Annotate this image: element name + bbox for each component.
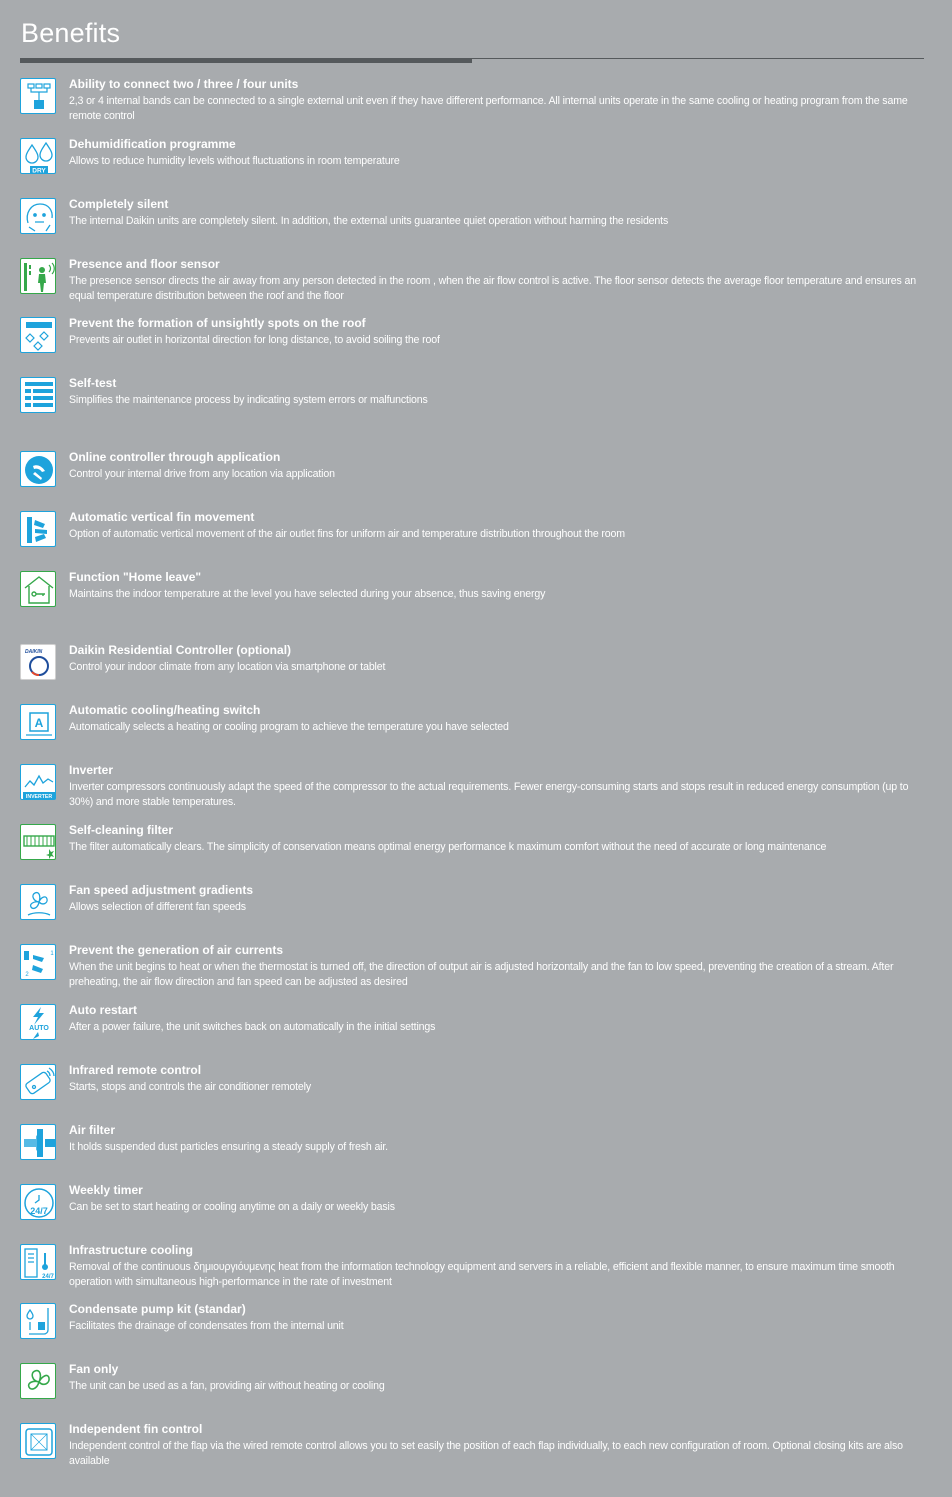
benefit-description: Control your internal drive from any location via application [69,468,335,480]
page-title: Benefits [21,18,121,48]
benefit-title: Fan only [69,1362,119,1376]
benefit-title: Completely silent [69,197,169,211]
benefit-description: The filter automatically clears. The simplicity of conservation means optimal energy performance k maximum comfort without the need of accurate or long maintenance [69,841,827,853]
benefit-title: Fan speed adjustment gradients [69,883,254,897]
benefit-description: The internal Daikin units are completely silent. In addition, the external units guarantee quiet operation without harming the residents [69,215,669,227]
benefit-description: Allows to reduce humidity levels without fluctuations in room temperature [69,155,400,167]
online-controller-icon [20,451,56,487]
auto-restart-icon [20,1004,56,1040]
fan-only-icon [20,1363,56,1399]
step-one-label: 1 [50,951,54,957]
dry-drops-icon [20,138,56,174]
benefit-description: Can be set to start heating or cooling anytime on a daily or weekly basis [69,1201,395,1213]
benefit-description: Allows selection of different fan speeds [69,901,246,913]
auto-switch-icon [20,704,56,740]
benefit-description: Automatically selects a heating or cooling program to achieve the temperature you have selected [69,721,509,733]
benefit-description: Prevents air outlet in horizontal direction for long distance, to avoid soiling the roof [69,334,440,346]
benefit-title: Prevent the generation of air currents [69,943,284,957]
benefit-title: Weekly timer [69,1183,143,1197]
home-leave-icon [20,571,56,607]
benefit-description: When the unit begins to heat or when the thermostat is turned off, the direction of output air is adjusted horizontally and the fan to low speed, preventing the creation of a stream. After preheating, the air flow direction and fan speed can be adjusted as desired [69,961,894,988]
ceiling-spot-icon [20,317,56,353]
fan-speed-icon [20,884,56,920]
benefit-title: Daikin Residential Controller (optional) [69,643,292,657]
independent-fin-icon [20,1423,56,1459]
benefit-title: Infrastructure cooling [69,1243,194,1257]
benefit-title: Air filter [69,1123,116,1137]
benefit-title: Ability to connect two / three / four units [69,77,299,91]
benefit-description: Removal of the continuous δημιουργιόυμενης heat from the information technology equipment and servers in a reliable, efficient and flexible manner, to ensure maximum time smooth operation with simultaneous high-performance in the rate of investment [69,1261,895,1288]
benefit-description: Maintains the indoor temperature at the level you have selected during your absence, thus saving energy [69,588,546,600]
benefit-title: Self-cleaning filter [69,823,174,837]
condensate-pump-icon [20,1303,56,1339]
benefit-title: Online controller through application [69,450,281,464]
air-filter-icon [20,1124,56,1160]
benefit-description: Starts, stops and controls the air conditioner remotely [69,1081,312,1093]
air-current-icon [20,944,56,980]
benefit-description: Option of automatic vertical movement of the air outlet fins for uniform air and temperature distribution throughout the room [69,528,625,540]
infrastructure-cooling-icon [20,1244,56,1280]
multi-unit-icon [20,78,56,114]
dry-label: DRY [32,167,46,175]
benefit-description: The presence sensor directs the air away from any person detected in the room , when the air flow control is active. The floor sensor detects the average floor temperature and ensures an equal temperature distribution between the roof and the floor [69,275,916,302]
benefit-description: Inverter compressors continuously adapt the speed of the compressor to the actual requirements. Fewer energy-consuming starts and stops result in reduced energy consumption (up to 30%) and more stable temperatures. [69,781,909,808]
benefit-title: Auto restart [69,1003,138,1017]
benefit-description: Facilitates the drainage of condensates from the internal unit [69,1320,344,1332]
self-cleaning-filter-icon [20,824,56,860]
auto-restart-label: AUTO [29,1025,49,1032]
inverter-label: INVERTER [25,793,53,800]
benefit-title: Dehumidification programme [69,137,236,151]
benefit-description: After a power failure, the unit switches back on automatically in the initial settings [69,1021,436,1033]
inverter-icon [20,764,56,800]
benefit-title: Presence and floor sensor [69,257,220,271]
timer-label: 24/7 [30,1206,48,1216]
infrastructure-label: 24/7 [42,1274,54,1280]
vertical-fin-icon [20,511,56,547]
benefit-description: Simplifies the maintenance process by indicating system errors or malfunctions [69,394,428,406]
title-divider-accent [20,58,472,63]
benefit-title: Function "Home leave" [69,570,202,584]
benefit-title: Infrared remote control [69,1063,202,1077]
daikin-controller-icon [20,644,56,680]
presence-sensor-icon [20,258,56,294]
self-test-icon [20,377,56,413]
benefit-description: It holds suspended dust particles ensuring a steady supply of fresh air. [69,1141,388,1153]
auto-label: A [34,716,44,730]
weekly-timer-icon [20,1184,56,1220]
step-two-label: 2 [25,972,29,978]
remote-control-icon [20,1064,56,1100]
benefit-description: The unit can be used as a fan, providing air without heating or cooling [69,1380,385,1392]
benefit-description: Control your indoor climate from any location via smartphone or tablet [69,661,386,673]
benefit-title: Automatic cooling/heating switch [69,703,261,717]
silent-face-icon [20,198,56,234]
benefit-description: Independent control of the flap via the wired remote control allows you to set easily the position of each flap individually, to each new configuration of room. Optional closing kits are also available [69,1440,903,1467]
benefit-title: Self-test [69,376,117,390]
benefit-title: Inverter [69,763,114,777]
benefit-title: Automatic vertical fin movement [69,510,255,524]
benefit-title: Independent fin control [69,1422,203,1436]
benefit-title: Condensate pump kit (standar) [69,1302,246,1316]
daikin-logo-text: DAIKIN [25,649,43,655]
benefit-description: 2,3 or 4 internal bands can be connected to a single external unit even if they have different performance. All internal units operate in the same cooling or heating program from the same remote control [69,95,908,122]
benefit-title: Prevent the formation of unsightly spots on the roof [69,316,366,330]
